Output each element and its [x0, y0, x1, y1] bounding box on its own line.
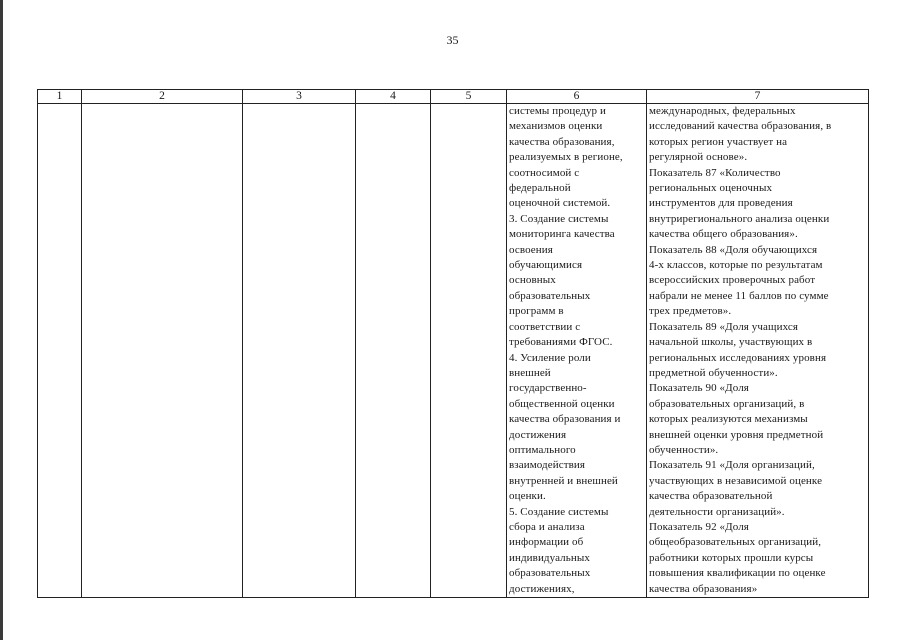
text-line: региональных исследованиях уровня [649, 351, 827, 364]
text-line: сбора и анализа [509, 520, 585, 533]
text-line: образовательных организаций, в [649, 397, 805, 410]
cell-col-1 [38, 104, 82, 598]
text-line: Показатель 88 «Доля обучающихся [649, 243, 818, 256]
text-line: достижениях, [509, 582, 575, 595]
cell-col-6 [507, 104, 647, 598]
text-line: образовательных [509, 289, 591, 302]
text-line: региональных оценочных [649, 182, 773, 195]
text-line: качества образования, [509, 135, 615, 148]
tasks-text [507, 104, 646, 597]
document-table [37, 89, 869, 598]
text-line: 4-х классов, которые по результатам [649, 259, 823, 272]
cell-col-7 [647, 104, 869, 598]
page-number: 35 [446, 33, 459, 47]
text-line: участвующих в независимой оценке [649, 474, 823, 487]
text-line: требованиями ФГОС. [509, 336, 613, 349]
text-line: внутрирегионального анализа оценки [649, 212, 830, 225]
text-line: Показатель 91 «Доля организаций, [649, 459, 815, 472]
text-line: обученности». [649, 443, 719, 456]
text-line: международных, федеральных [649, 105, 796, 117]
text-line: соотносимой с [509, 166, 580, 179]
text-line: качества образования и [509, 413, 621, 426]
header-col-2: 2 [82, 90, 243, 104]
text-line: Показатель 90 «Доля [649, 382, 749, 395]
text-line: индивидуальных [509, 551, 590, 564]
text-line: инструментов для проведения [649, 197, 793, 210]
header-col-3: 3 [243, 90, 356, 104]
text-line: 4. Усиление роли [509, 351, 591, 364]
text-line: внешней оценки уровня предметной [649, 428, 824, 441]
text-line: регулярной основе». [649, 151, 748, 164]
header-col-7: 7 [647, 90, 869, 104]
text-line: общественной оценки [509, 397, 615, 410]
header-row [38, 90, 869, 104]
text-line: федеральной [509, 182, 571, 195]
header-col-1: 1 [38, 90, 82, 104]
text-line: оптимального [509, 443, 576, 456]
text-line: Показатель 89 «Доля учащихся [649, 320, 798, 333]
text-line: взаимодействия [509, 459, 586, 472]
text-line: обучающимися [509, 259, 583, 272]
text-line: внутренней и внешней [509, 474, 618, 487]
text-line: механизмов оценки [509, 120, 603, 133]
cell-col-4 [356, 104, 431, 598]
text-line: которых регион участвует на [649, 135, 788, 148]
text-line: трех предметов». [649, 305, 732, 318]
text-line: набрали не менее 11 баллов по сумме [649, 289, 829, 302]
text-line: всероссийских проверочных работ [649, 274, 816, 287]
text-line: предметной обученности». [649, 366, 778, 379]
text-line: программ в [509, 305, 564, 318]
text-line: информации об [509, 536, 584, 549]
text-line: государственно- [509, 382, 587, 395]
cell-col-2 [82, 104, 243, 598]
text-line: исследований качества образования, в [649, 120, 832, 133]
text-line: Показатель 92 «Доля [649, 520, 749, 533]
text-line: соответствии с [509, 320, 581, 333]
cell-col-3 [243, 104, 356, 598]
text-line: оценки. [509, 490, 546, 503]
indicators-text [647, 104, 868, 597]
text-line: повышения квалификации по оценке [649, 567, 826, 580]
text-line: качества образования» [649, 582, 758, 595]
text-line: основных [509, 274, 556, 287]
text-line: деятельности организаций». [649, 505, 785, 518]
text-line: работники которых прошли курсы [649, 551, 814, 564]
text-line: общеобразовательных организаций, [649, 536, 822, 549]
text-line: оценочной системой. [509, 197, 611, 210]
scan-edge [0, 0, 3, 640]
table-row [38, 104, 869, 598]
text-line: образовательных [509, 567, 591, 580]
text-line: системы процедур и [509, 105, 606, 117]
text-line: мониторинга качества [509, 228, 615, 241]
text-line: Показатель 87 «Количество [649, 166, 781, 179]
header-col-6: 6 [507, 90, 647, 104]
cell-col-5 [431, 104, 507, 598]
text-line: качества образовательной [649, 490, 773, 503]
header-col-5: 5 [431, 90, 507, 104]
text-line: которых реализуются механизмы [649, 413, 808, 426]
text-line: начальной школы, участвующих в [649, 336, 813, 349]
text-line: внешней [509, 366, 551, 379]
text-line: реализуемых в регионе, [509, 151, 623, 164]
text-line: качества общего образования». [649, 228, 798, 241]
text-line: 5. Создание системы [509, 505, 609, 518]
header-col-4: 4 [356, 90, 431, 104]
text-line: 3. Создание системы [509, 212, 609, 225]
text-line: достижения [509, 428, 567, 441]
text-line: освоения [509, 243, 553, 256]
